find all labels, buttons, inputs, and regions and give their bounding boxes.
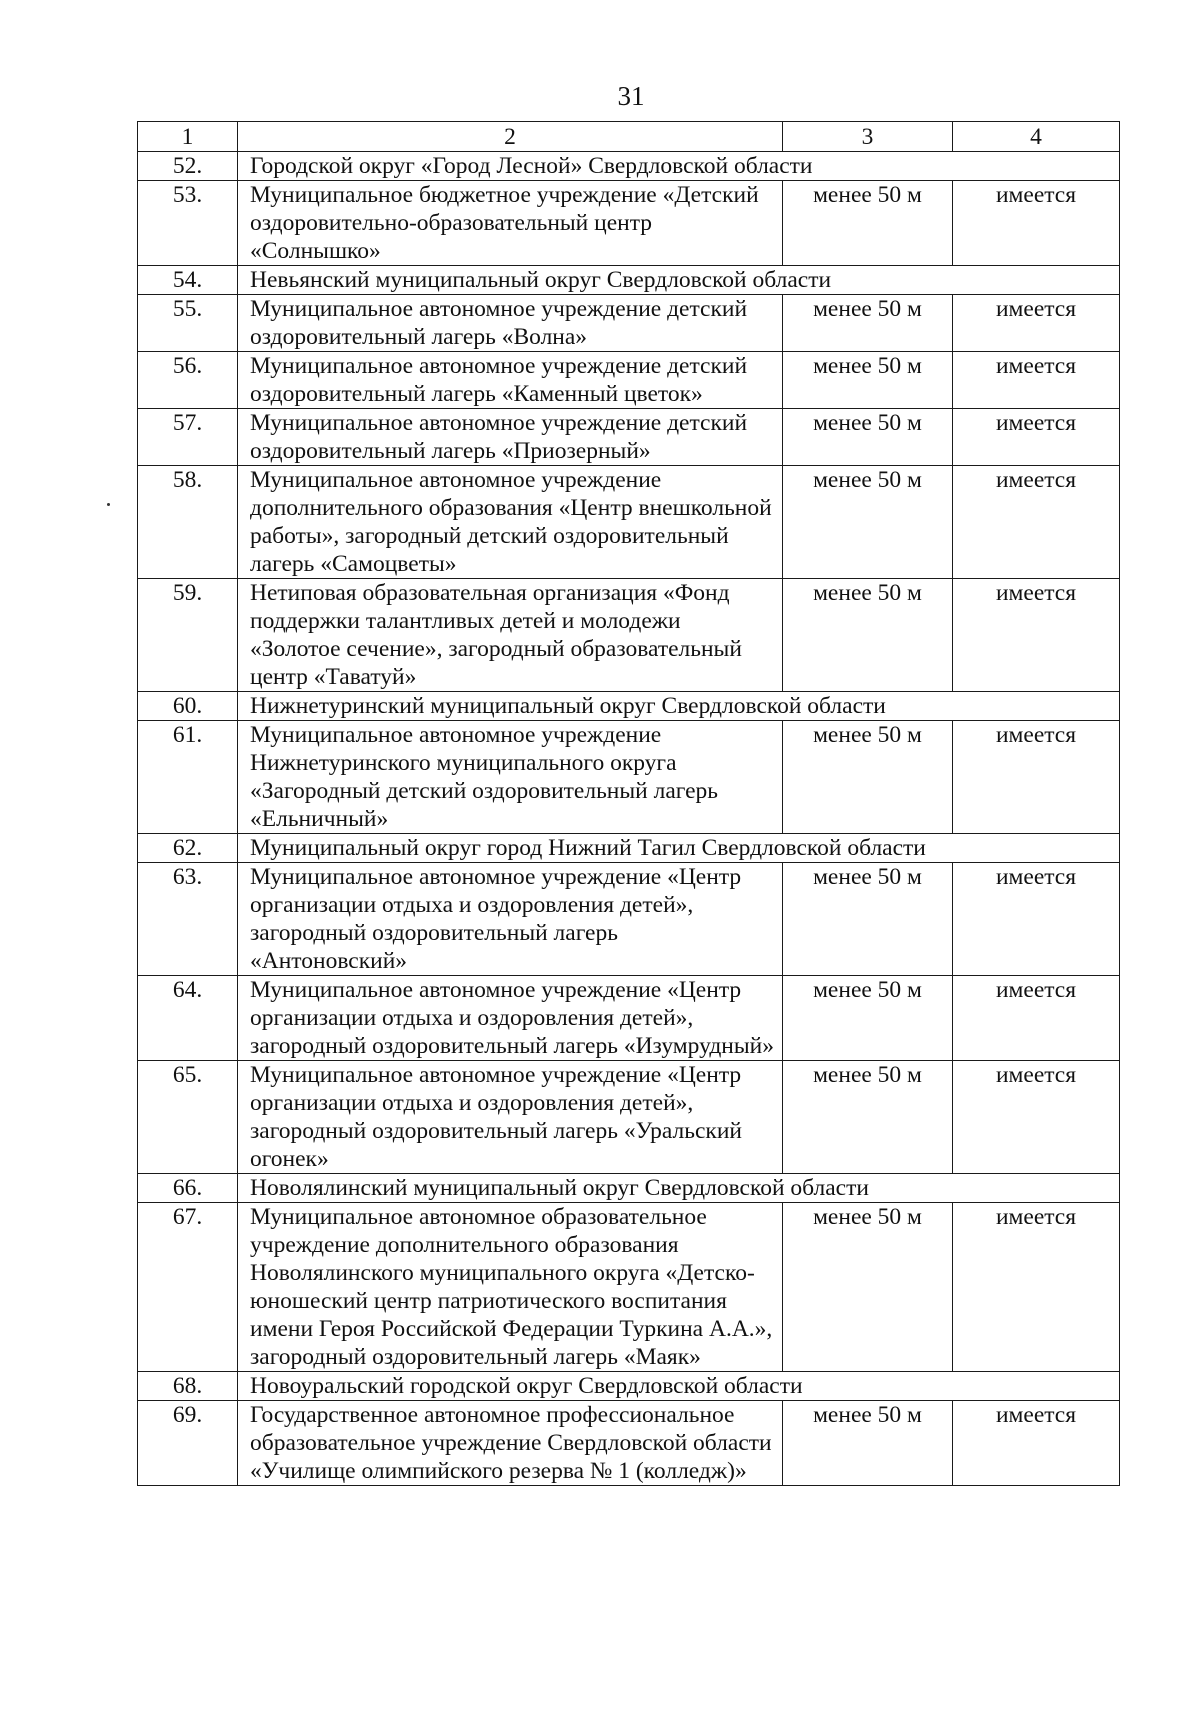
row-number: 53. — [138, 181, 238, 266]
availability-cell: имеется — [953, 352, 1120, 409]
row-number: 55. — [138, 295, 238, 352]
institution-name: Муниципальное автономное учреждение «Центр организации отдыха и оздоровления детей», загородный оздоровительный лагерь «Изумрудный» — [238, 976, 783, 1061]
distance-cell: менее 50 м — [783, 721, 953, 834]
row-number: 65. — [138, 1061, 238, 1174]
page-number: 31 — [617, 81, 645, 111]
row-number: 63. — [138, 863, 238, 976]
table-header-row — [138, 122, 1120, 152]
distance-cell: менее 50 м — [783, 409, 953, 466]
availability-cell: имеется — [953, 1061, 1120, 1174]
availability-cell: имеется — [953, 863, 1120, 976]
institution-name: Муниципальное автономное учреждение детский оздоровительный лагерь «Волна» — [238, 295, 783, 352]
table-row — [138, 466, 1120, 579]
section-title: Муниципальный округ город Нижний Тагил Свердловской области — [238, 834, 1120, 863]
camps-table — [137, 121, 1120, 1486]
institution-name: Нетиповая образовательная организация «Фонд поддержки талантливых детей и молодежи «Золотое сечение», загородный образовательный центр «Таватуй» — [238, 579, 783, 692]
availability-cell: имеется — [953, 466, 1120, 579]
row-number: 69. — [138, 1401, 238, 1486]
distance-cell: менее 50 м — [783, 1061, 953, 1174]
row-number: 67. — [138, 1203, 238, 1372]
institution-name: Муниципальное автономное учреждение Нижнетуринского муниципального округа «Загородный детский оздоровительный лагерь «Ельничный» — [238, 721, 783, 834]
availability-cell: имеется — [953, 579, 1120, 692]
row-number: 68. — [138, 1372, 238, 1401]
header-cell-3: 3 — [783, 122, 953, 152]
table-row — [138, 181, 1120, 266]
availability-cell: имеется — [953, 181, 1120, 266]
row-number: 64. — [138, 976, 238, 1061]
distance-cell: менее 50 м — [783, 976, 953, 1061]
availability-cell: имеется — [953, 721, 1120, 834]
section-title: Невьянский муниципальный округ Свердловской области — [238, 266, 1120, 295]
section-title: Городской округ «Город Лесной» Свердловской области — [238, 152, 1120, 181]
row-number: 66. — [138, 1174, 238, 1203]
table-row — [138, 409, 1120, 466]
table-row — [138, 295, 1120, 352]
availability-cell: имеется — [953, 295, 1120, 352]
institution-name: Муниципальное автономное образовательное учреждение дополнительного образования Новолялинского муниципального округа «Детско-юношеский центр патриотического воспитания имени Героя Российской Федерации Туркина А.А.», загородный оздоровительный лагерь «Маяк» — [238, 1203, 783, 1372]
distance-cell: менее 50 м — [783, 352, 953, 409]
header-cell-2: 2 — [238, 122, 783, 152]
row-number: 61. — [138, 721, 238, 834]
distance-cell: менее 50 м — [783, 295, 953, 352]
table-row — [138, 721, 1120, 834]
distance-cell: менее 50 м — [783, 579, 953, 692]
margin-dot — [107, 503, 110, 506]
header-cell-1: 1 — [138, 122, 238, 152]
distance-cell: менее 50 м — [783, 863, 953, 976]
institution-name: Муниципальное автономное учреждение «Центр организации отдыха и оздоровления детей», загородный оздоровительный лагерь «Уральский огонек» — [238, 1061, 783, 1174]
institution-name: Муниципальное автономное учреждение дополнительного образования «Центр внешкольной работы», загородный детский оздоровительный лагерь «Самоцветы» — [238, 466, 783, 579]
availability-cell: имеется — [953, 1203, 1120, 1372]
table-row — [138, 1203, 1120, 1372]
row-number: 62. — [138, 834, 238, 863]
section-title: Нижнетуринский муниципальный округ Свердловской области — [238, 692, 1120, 721]
availability-cell: имеется — [953, 976, 1120, 1061]
table-row — [138, 352, 1120, 409]
section-row — [138, 692, 1120, 721]
table-row — [138, 1401, 1120, 1486]
section-title: Новолялинский муниципальный округ Свердловской области — [238, 1174, 1120, 1203]
institution-name: Государственное автономное профессиональное образовательное учреждение Свердловской области «Училище олимпийского резерва № 1 (колледж)» — [238, 1401, 783, 1486]
distance-cell: менее 50 м — [783, 1203, 953, 1372]
row-number: 59. — [138, 579, 238, 692]
availability-cell: имеется — [953, 409, 1120, 466]
table-row — [138, 863, 1120, 976]
table-row — [138, 579, 1120, 692]
section-row — [138, 152, 1120, 181]
section-title: Новоуральский городской округ Свердловской области — [238, 1372, 1120, 1401]
table-row — [138, 976, 1120, 1061]
header-cell-4: 4 — [953, 122, 1120, 152]
institution-name: Муниципальное автономное учреждение детский оздоровительный лагерь «Каменный цветок» — [238, 352, 783, 409]
table-row — [138, 1061, 1120, 1174]
row-number: 57. — [138, 409, 238, 466]
institution-name: Муниципальное автономное учреждение «Центр организации отдыха и оздоровления детей», загородный оздоровительный лагерь «Антоновский» — [238, 863, 783, 976]
institution-name: Муниципальное автономное учреждение детский оздоровительный лагерь «Приозерный» — [238, 409, 783, 466]
distance-cell: менее 50 м — [783, 466, 953, 579]
availability-cell: имеется — [953, 1401, 1120, 1486]
row-number: 56. — [138, 352, 238, 409]
row-number: 52. — [138, 152, 238, 181]
section-row — [138, 834, 1120, 863]
section-row — [138, 266, 1120, 295]
section-row — [138, 1372, 1120, 1401]
distance-cell: менее 50 м — [783, 181, 953, 266]
row-number: 58. — [138, 466, 238, 579]
distance-cell: менее 50 м — [783, 1401, 953, 1486]
row-number: 60. — [138, 692, 238, 721]
row-number: 54. — [138, 266, 238, 295]
institution-name: Муниципальное бюджетное учреждение «Детский оздоровительно-образовательный центр «Солнышко» — [238, 181, 783, 266]
section-row — [138, 1174, 1120, 1203]
